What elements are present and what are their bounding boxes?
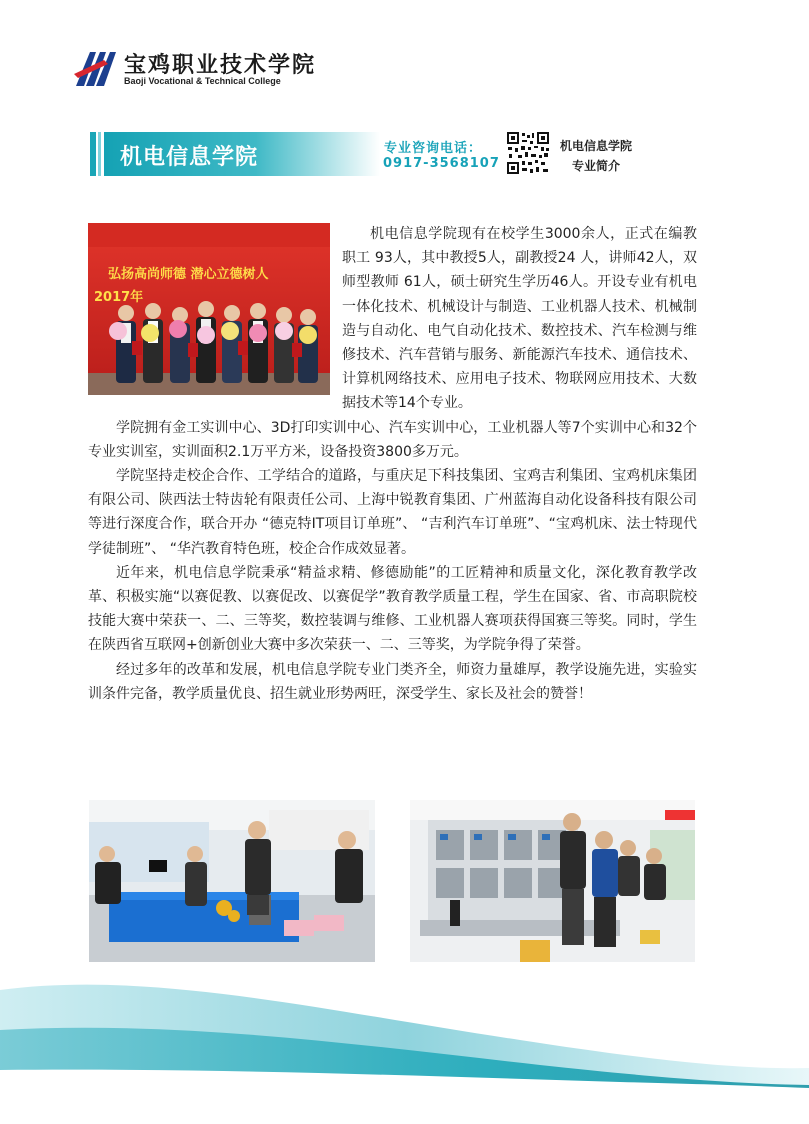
header-accent-stripe-light xyxy=(98,132,101,176)
contact-phone: 0917-3568107 xyxy=(383,156,500,171)
college-name-en: Baoji Vocational & Technical College xyxy=(124,76,281,86)
paragraph-5: 经过多年的改革和发展，机电信息学院专业门类齐全，师资力量雄厚，教学设施先进，实验实训条件完备，教学质量优良、招生就业形势两旺，深受学生、家长及社会的赞誉！ xyxy=(88,661,697,702)
electrical-lab-photo xyxy=(410,800,695,962)
college-logo xyxy=(74,48,334,92)
article-body xyxy=(88,222,697,706)
contact-label: 专业咨询电话： xyxy=(384,141,483,156)
page-title: 机电信息学院 xyxy=(120,145,259,170)
banner-slogan: 弘扬高尚师德 潜心立德树人 xyxy=(108,267,269,282)
paragraph-2: 学院拥有金工实训中心、3D打印实训中心、汽车实训中心，工业机器人等7个实训中心和32个专业实训室，实训面积2.1万平方米，设备投资3800多万元。 xyxy=(88,419,697,460)
paragraph-1: 机电信息学院现有在校学生3000余人，正式在编教职工 93人，其中教授5人，副教授24 人，讲师42人，双师型教师 61人，硕士研究生学历46人。开设专业有机电一体化技术、机械设计与制造、工业机器人技术、机械制造与自动化、电气自动化技术、数控技术、汽车检测与维修技术、汽车营销与服务、新能源汽车技术、通信技术、计算机网络技术、应用电子技术、物联网应用技术、大数据技术等14个专业。 xyxy=(342,226,697,412)
robot-training-photo xyxy=(89,800,375,962)
college-name-cn: 宝鸡职业技术学院 xyxy=(124,52,317,78)
footer-wave-decoration xyxy=(0,950,809,1124)
qr-caption-line1: 机电信息学院 xyxy=(560,139,633,153)
banner-year: 2017年 xyxy=(94,290,144,305)
header-accent-stripe xyxy=(90,132,96,176)
image-float-spacer xyxy=(88,222,342,415)
qr-caption-line2: 专业简介 xyxy=(572,159,621,173)
paragraph-3: 学院坚持走校企合作、工学结合的道路，与重庆足下科技集团、宝鸡吉利集团、宝鸡机床集团有限公司、陕西法士特齿轮有限责任公司、上海中锐教育集团、广州蓝海自动化设备科技有限公司等进行深度合作，联合开办 “德克特IT项目订单班”、 “吉利汽车订单班”、“宝鸡机床、法士特现代学徒制班”、 “华汽教育特色班，校企合作成效显著。 xyxy=(88,468,697,557)
college-emblem-icon xyxy=(74,50,120,88)
paragraph-4: 近年来，机电信息学院秉承“精益求精、修德励能”的工匠精神和质量文化，深化教育教学改革、积极实施“以赛促教、以赛促改、以赛促学”教育教学质量工程，学生在国家、省、市高职院校技能大赛中荣获一、二、三等奖，数控装调与维修、工业机器人赛项获得国赛三等奖。同时，学生在陕西省互联网+创新创业大赛中多次荣获一、二、三等奖，为学院争得了荣誉。 xyxy=(88,564,697,654)
qr-code-icon xyxy=(506,131,550,175)
